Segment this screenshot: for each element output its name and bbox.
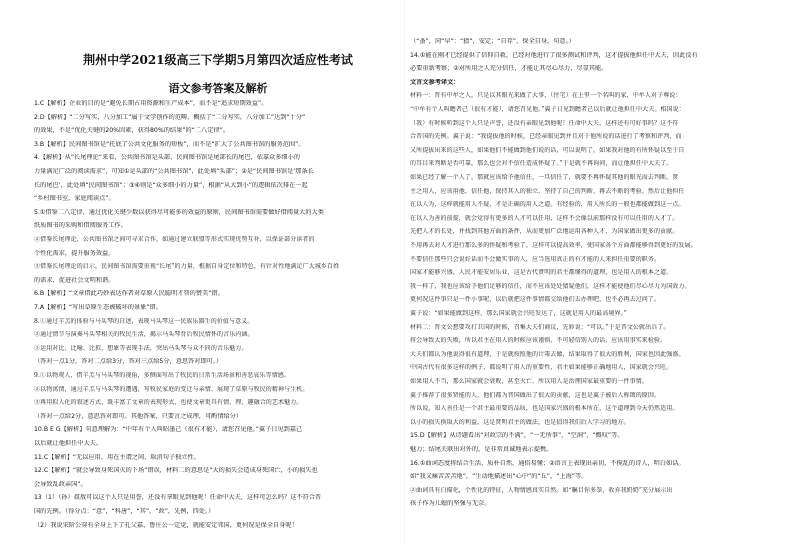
text-line: 1.C【解析】企业的目的是“避免长期占用资源和生产成本”，而不是“追求短期效益”。 — [34, 100, 268, 107]
text-line: 必要重新考察；②对所用之人充分信任，才能让其尽心尽力，尽显其能。 — [410, 65, 608, 73]
text-line: 的需求，促进社会文明和谐。 — [34, 276, 115, 284]
text-line: 材料一：晋有中牟之人，只是以其眼光来做了大事，（住宅）在上里一个名叫的家，中牟人对子尊说： — [410, 92, 682, 100]
text-line: ②以物寓情，通过羊羔与马头琴的遭遇，写牧民家庭的变迁与亲情、展现了草原与牧民的精神与生机。 — [34, 385, 309, 393]
text-line: （2）我说宋阶公穿有全身上下了孔父嘉，鲁庄公一定觉，就能安定邻国，更何况是保全自身呢！ — [34, 521, 298, 529]
text-line: 6.B【解析】“文章借此巧妙表达作者对草原人民聪明才智的赞美”错。 — [34, 290, 224, 298]
text-line: 会导致乱政亲国”。 — [34, 480, 87, 488]
text-line: ②借鉴长尾理论，公共图书馆之间可寻求合作，如通过建立联盟等形式实现优势互补，以保证部分读者的 — [34, 236, 315, 243]
text-line: （“蚤”，同“早”：“猜”，安定；“自存”，保全自身。句意。） — [410, 38, 575, 45]
text-line: 所以说，知人善任是一个君主最重要的品质，也是国家兴盛的根本所在，这个道理到今天仍然适用。 — [410, 405, 679, 413]
exam-title: 荆州中学2021级高三下学期5月第四次适应性考试 — [83, 53, 353, 67]
text-line: 3.B【解析】民间图书馆是“托底了公共文化服务的短板”，而不是“扩大了公共图书馆的服务范围”。 — [34, 140, 305, 148]
text-line: 我一样了，我也应该给予他们足够的信任，而不应该处处猜疑他们，这样才能使他们尽心尽力为国效力。 — [410, 282, 691, 290]
text-line: 15.D【解析】从诗题看出“对政宗的不满”，“一无所事”，“空洞”，“慨叹”等。 — [410, 432, 624, 440]
text-line: 主之用人，应该用他、信任他，保持其人的独立，坚持了自己的判断，再去不断的考验。然后让他担任 — [410, 187, 685, 195]
text-line: 14.①能在刚才已经提供了信仰自救，已经对他进行了很多测试和评判，这才提拔他担任中大夫，因此没有 — [410, 51, 698, 59]
text-line: 长的尾巴’，此处填“民间图书馆”；③④则是“众多细小的力量”，根据“从大到小”的逻辑依次排在一起 — [34, 181, 308, 189]
text-line: 翼子推荐了很多贤能的人，他们都为晋国做出了很大的贡献，这也是翼子被后人称颂的原因。 — [410, 391, 661, 399]
text-line: 先把人才的长处，并找到其他方面的条件，从而更加广泛地运用各种人才，为国家做出更多的贡献。 — [410, 228, 679, 236]
text-line: 的耳目来判断是否可靠，那么也会对不信任造成怀疑了。”于是就不再询问，而让他担任中大夫了。 — [410, 160, 673, 168]
text-line: 5.①借鉴二八定律，通过优化关键少数以获得尽可能多的效益的原则，民间图书馆需要做好借阅量大的大类 — [34, 208, 324, 216]
text-line: 中国古代有很多这样的例子，都说明了用人的重要性，君主如果能够正确地用人，国家就会兴旺。 — [410, 364, 673, 372]
text-line: 又所提拔出来的这些人，如果他们不能做到他们说的话，可以说明了，如果我对他的有所怀疑以至于自 — [410, 146, 685, 154]
text-line: 孩子作为儿媳的坚强与无奈。 — [410, 500, 491, 508]
text-line: 合晋国的先例。翼子说：“我提拔他的时候，已经亲眼见到并且对于他所说的话进行了考察和评判，而 — [410, 133, 682, 141]
text-line: （答对一点给2分，意思答对即可。其他答案，只要言之成理，可酌情给分） — [34, 412, 243, 420]
text-line: 在以人为，这样就能用人不疑，才是正确的用人之道。有经验的，用人所长的一般也都能做到这一点。 — [410, 201, 685, 209]
text-line: 13（1）（孙）叔敖可以这个人只是用誉，还没有拿眼见到他呢！任命中大夫，这样可怎么吗？这不符合晋 — [34, 494, 322, 502]
text-line: “乡村图书室，家庭阅读点”。 — [34, 195, 115, 203]
text-line: 8.①通过羊羔的体验与马头琴的自述，表现马头琴这一民族乐器生的价值与意义。 — [34, 317, 254, 325]
text-line: 4.【解析】从“长尾理论”来看，公共图书馆是头部，民间图书馆是尾部长的尾巴，依靠众多细小的 — [34, 154, 300, 162]
text-line: 7.A【解析】“写出草原生态被破坏的景象”错。 — [34, 304, 162, 311]
text-line: ②通过情节与演奏马头琴相关的牧民生活，揭示马头琴背后牧民情怀的音乐内涵。 — [34, 331, 254, 339]
text-line: 文言文参考译文： — [410, 78, 460, 86]
text-line: （答对一点1分，答对二点给3分，答对三点给5分，意思答对即可。） — [34, 358, 223, 366]
text-line: 翼子说：“如果能做到这样，那么国家就会兴旺发达了，这就是用人的最高境界。” — [410, 310, 627, 317]
text-line: 国家才能够兴盛，人民才能安居乐业，这是古代贤明的君主都懂得的道理，也是用人的根本之道。 — [410, 269, 673, 277]
text-line: 10.B E G【解析】句意理解为：“中年有个人叫昭墨己（很有才能），请您召见他。”翼子日见到嘉己 — [34, 426, 303, 434]
text-line: 2.D【解析】“二分写实，八分加工”属于文学创作的范畴，概括了“二分写实，八分加工”达到“十分” — [34, 113, 306, 121]
text-line: 国的先例。（得分点：“意”，“科唐”，“其”，“政”，先例，四处。） — [34, 508, 215, 515]
text-line: “中牟有个人叫瞻者己（很有才能），请您召见他。”翼子日见到瞻者己以后就让他担任中大夫。相国说： — [410, 106, 685, 113]
text-line: 如果用人不当，那么国家就会衰败，甚至灭亡，所以用人是治理国家最重要的一件事情。 — [410, 378, 648, 385]
text-line: ③借鉴长尾理论的启示，民间图书馆需要重视“长尾”的力量，根据自身定位和特色，有针对性地满足广大城乡百姓 — [34, 263, 340, 271]
text-line: 个性化需求，提升服务效益。 — [34, 249, 115, 257]
text-line: 9.①以物观人，借羊羔与马头琴的视角，多侧面写出了牧民的日常生活场景和善恶哀乐等情感。 — [34, 372, 291, 379]
text-line: 11.C【解析】“无以应用，用在主谓之间，取消句子独立性。 — [34, 453, 200, 461]
text-line: 16.①曲词态度将结合生活，质朴自然，通俗易懂；②语言上表现出亲切，不搅乱的诗人，明白如话。 — [410, 459, 685, 467]
text-line: ③运用对比、比喻、比拟、想象等表现手法，突出马头琴与众不同的音乐魅力。 — [34, 344, 248, 352]
text-line: 不要信任那些只会说好话而不会做实事的人，应当选用真正的有才能的人来担任重要的职务。 — [410, 255, 661, 263]
text-line: 力量满足广泛的阅读需求”，可知①是头部的“公共图书馆”，此处填“头部”；②是“民间图书馆是‘那条长 — [34, 168, 314, 175]
text-line: 的效果，不是“优化关键的20%因素，获得80%的结果”的“二八定律”。 — [34, 127, 230, 135]
text-line: 魅力；结尾关联出对外的，是非常真诚地表示提携。 — [410, 446, 553, 453]
text-line: 不用再去对人才进行那么多的怀疑和考验了，这样可以提高效率，使国家各个方面都能够得到更好的发展。 — [410, 242, 697, 249]
text-line: 以小的损失换取大的利益，这是贤明君主的做法，也是值得我们后人学习的地方。 — [410, 418, 630, 426]
text-line: （我）有时候听到这个人只是声誉，还没有亲眼见到他呢！任命中大夫，这样还有可好事吗？这不符 — [410, 119, 679, 127]
text-line: 如果已经了解一个人了，那就应该给予他信任，一旦信任了，就要不再怀疑其他的眼光而去判断。贤 — [410, 174, 679, 181]
answer-key-subtitle: 语文参考答案及解析 — [168, 82, 268, 95]
text-line: 将会导致大的失败，所以君主在用人的时候应该谨慎，不可轻信别人的话，应该用事实来检验。 — [410, 337, 667, 345]
text-line: 更何况这件事只是一件小事呢，以后就把这件事情都交给他们去办理吧，也不必再去过问了。 — [410, 296, 661, 304]
text-line: ③再用拟人化的叙述方式，既丰富了文章的表现形式，也使文章更具有情、理、趣融合的艺术魅力。 — [34, 399, 303, 407]
text-line: 如“我又痛苦苦苦地”，“生动地描述出“心中”的“丘”，“上海”等。 — [410, 473, 588, 481]
text-line: 大夫们都认为他说得很有道理，于是就按照他的计策去做，结果取得了很大的胜利，国家也因此强盛。 — [410, 350, 685, 358]
page-fold-divider — [404, 0, 405, 544]
text-line: 材料二：晋文公想要攻打卫国的时候，召集大夫们商议，先轸说：“可以。”于是晋文公就出兵了。 — [410, 323, 670, 331]
text-line: 在以人为善的前提，就会觉得有更多的人才可以任用，这样不会像以前那样没有可以任用的人才了。 — [410, 214, 679, 222]
text-line: 以后就让他担任中大夫。 — [34, 440, 103, 447]
text-line: 纸质图书的采购和借阅服务工作。 — [34, 222, 127, 230]
text-line: 12.C【解析】“就会导致身死国灭的下场”错误，材料二的意思是“大的损失会造成身死国亡，小的损失也 — [34, 467, 318, 475]
text-line: ②曲词具有白描化，个性化的特征，人物情感真实自然。如“瞩目你多拳，收弃我奶奶”充分展示出 — [410, 486, 673, 494]
